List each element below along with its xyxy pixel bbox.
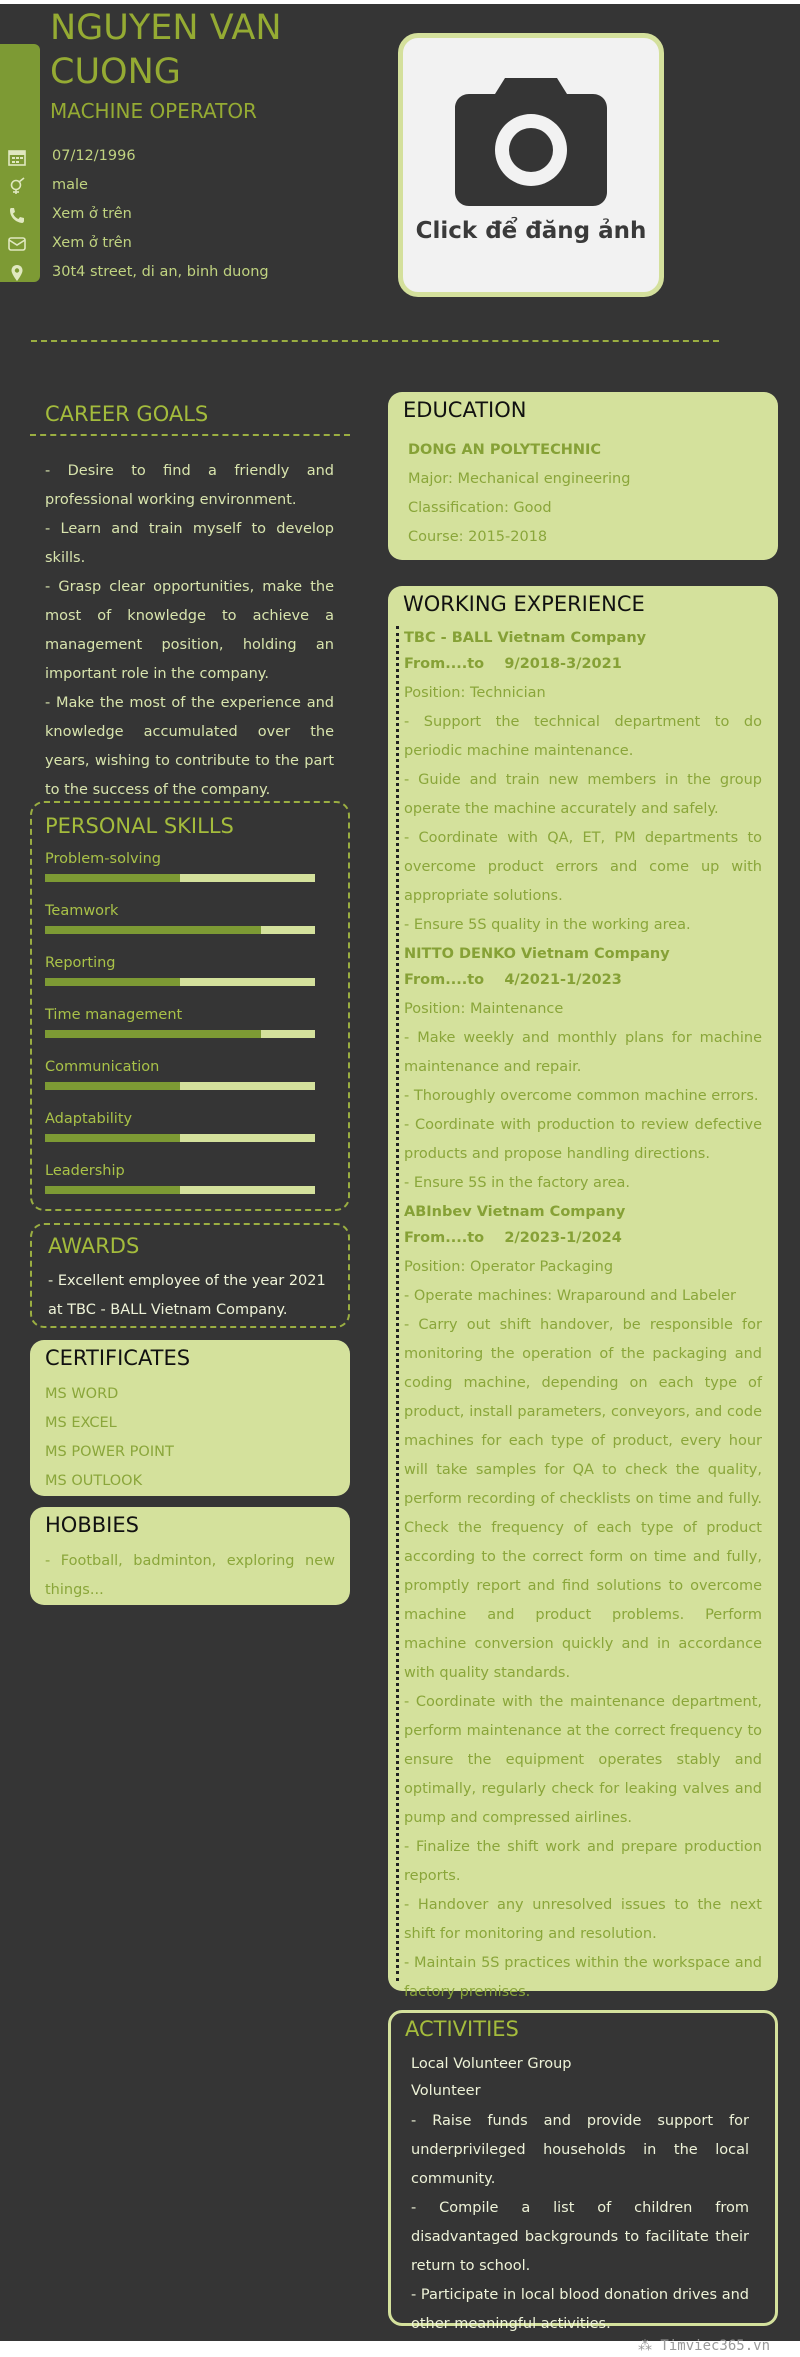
skill-bar	[45, 1030, 315, 1038]
header-divider	[31, 340, 719, 342]
career-goal-item: - Make the most of the experience and knowledge accumulated over the years, wishing to contribute to the part to the success of the company.	[45, 695, 334, 798]
job-position: Position: Technician	[404, 685, 546, 701]
skill-bar-fill	[45, 1186, 180, 1194]
job-duty: - Operate machines: Wraparound and Labeler	[404, 1288, 737, 1304]
skill-label: Reporting	[45, 955, 116, 971]
job-duty: - Ensure 5S in the factory area.	[404, 1175, 630, 1191]
info-email	[0, 232, 400, 256]
hobbies-text: - Football, badminton, exploring new things...	[45, 1553, 335, 1598]
skill-bar-fill	[45, 1030, 261, 1038]
skill-label: Leadership	[45, 1163, 125, 1179]
skill-label: Time management	[45, 1007, 183, 1023]
certificates-card	[30, 1340, 350, 1496]
brand-mark-icon: ⁂	[637, 2338, 661, 2354]
hobbies-card	[30, 1507, 350, 1605]
job-duty: - Coordinate with the maintenance department, perform maintenance at the correct frequency to ensure the equipment operates stably and optimally, regularly check for leaking valves and pump and compressed airlines.	[404, 1694, 762, 1826]
photo-upload[interactable]	[398, 33, 664, 297]
phone-text: Xem ở trên	[52, 206, 132, 222]
skill-bar	[45, 978, 315, 986]
skill-bar-fill	[45, 926, 261, 934]
education-card	[388, 392, 778, 560]
certificate-item: MS OUTLOOK	[45, 1473, 143, 1489]
job-company: NITTO DENKO Vietnam Company	[404, 946, 670, 962]
skill-bar	[45, 1134, 315, 1142]
job-duty: - Make weekly and monthly plans for machine maintenance and repair.	[404, 1030, 762, 1075]
job-position: Position: Maintenance	[404, 1001, 564, 1017]
cv-page	[0, 4, 800, 2341]
activities-list	[411, 2107, 749, 2339]
activity-item: - Participate in local blood donation drives and other meaningful activities.	[411, 2287, 749, 2332]
job-duty: - Support the technical department to do periodic machine maintenance.	[404, 714, 762, 759]
experience-title: WORKING EXPERIENCE	[403, 592, 645, 616]
activities-org: Local Volunteer Group	[411, 2056, 572, 2072]
activities-section	[388, 2010, 778, 2332]
education-school: DONG AN POLYTECHNIC	[408, 442, 602, 458]
certificate-item: MS WORD	[45, 1386, 119, 1402]
activities-title: ACTIVITIES	[405, 2017, 519, 2041]
gender-text: male	[52, 177, 88, 193]
education-major: Major: Mechanical engineering	[408, 471, 631, 487]
camera-icon	[455, 74, 607, 206]
awards-title: AWARDS	[48, 1234, 140, 1258]
address-text: 30t4 street, di an, binh duong	[52, 264, 269, 280]
skill-bar-fill	[45, 874, 180, 882]
job-duty: - Carry out shift handover, be responsible for monitoring the operation of the packaging and coding machine, depending on each type of product, install parameters, conveyors, and code machines for each type of product, every hour will take samples for QA to check the quality, perform recording of checklists on time and fully. Check the frequency of each type of product according to the correct form on time and fully, promptly report and find solutions to overcome machine and product problems. Perform machine conversion quickly and in accordance with quality standards.	[404, 1317, 762, 1681]
job-duty: - Handover any unresolved issues to the next shift for monitoring and resolution.	[404, 1897, 762, 1942]
job-position: Position: Operator Packaging	[404, 1259, 614, 1275]
skill-bar	[45, 1186, 315, 1194]
job-duty: - Maintain 5S practices within the workspace and factory premises.	[404, 1955, 762, 2000]
job-duty: - Guide and train new members in the group operate the machine accurately and safely.	[404, 772, 762, 817]
skill-label: Teamwork	[45, 903, 119, 919]
brand-text: Timviec365.vn	[660, 2338, 770, 2354]
career-goals-title: CAREER GOALS	[45, 402, 209, 426]
experience-card	[388, 586, 778, 2000]
job-duty: - Coordinate with production to review defective products and propose handling directions.	[404, 1117, 762, 1162]
gender-icon	[7, 177, 27, 195]
job-duty: - Thoroughly overcome common machine errors.	[404, 1088, 759, 1104]
skill-bar-fill	[45, 1082, 180, 1090]
photo-upload-label: Click để đăng ảnh	[415, 218, 647, 244]
certificate-item: MS POWER POINT	[45, 1444, 174, 1460]
skills-title: PERSONAL SKILLS	[45, 814, 234, 838]
skill-label: Problem-solving	[45, 851, 161, 867]
activity-item: - Raise funds and provide support for underprivileged households in the local community.	[411, 2113, 749, 2187]
job-title: MACHINE OPERATOR	[50, 99, 257, 123]
calendar-icon	[7, 148, 27, 166]
education-title: EDUCATION	[403, 398, 527, 422]
skill-bar	[45, 1082, 315, 1090]
career-goals-underline	[30, 434, 350, 436]
info-birthdate	[0, 145, 400, 169]
info-phone	[0, 203, 400, 227]
awards-text: - Excellent employee of the year 2021 at TBC - BALL Vietnam Company.	[48, 1273, 326, 1318]
job-period: From....to 4/2021-1/2023	[404, 972, 622, 988]
email-text: Xem ở trên	[52, 235, 132, 251]
certificate-item: MS EXCEL	[45, 1415, 117, 1431]
email-icon	[7, 235, 27, 253]
education-course: Course: 2015-2018	[408, 529, 548, 545]
skill-label: Adaptability	[45, 1111, 133, 1127]
skill-bar-fill	[45, 1134, 180, 1142]
info-address	[0, 261, 400, 285]
career-goals-text	[45, 457, 334, 805]
skill-bar-fill	[45, 978, 180, 986]
job-duty: - Coordinate with QA, ET, PM departments to overcome product errors and come up with appropriate solutions.	[404, 830, 762, 904]
job-duty: - Ensure 5S quality in the working area.	[404, 917, 691, 933]
career-goal-item: - Grasp clear opportunities, make the most of knowledge to achieve a management position, holding an important role in the company.	[45, 579, 334, 682]
skill-bar	[45, 926, 315, 934]
career-goal-item: - Desire to find a friendly and professional working environment.	[45, 463, 334, 508]
footer-brand[interactable]	[638, 2338, 770, 2354]
candidate-name: NGUYEN VAN CUONG	[50, 8, 282, 92]
certificates-title: CERTIFICATES	[45, 1346, 191, 1370]
job-company: ABInbev Vietnam Company	[404, 1204, 626, 1220]
info-gender	[0, 174, 400, 198]
activities-role: Volunteer	[411, 2083, 481, 2099]
career-goal-item: - Learn and train myself to develop skills.	[45, 521, 334, 566]
job-period: From....to 9/2018-3/2021	[404, 656, 622, 672]
job-period: From....to 2/2023-1/2024	[404, 1230, 622, 1246]
birthdate-text: 07/12/1996	[52, 148, 136, 164]
experience-body	[404, 624, 762, 2007]
hobbies-title: HOBBIES	[45, 1513, 139, 1537]
job-duty: - Finalize the shift work and prepare production reports.	[404, 1839, 762, 1884]
education-classification: Classification: Good	[408, 500, 552, 516]
experience-timeline-line	[396, 626, 399, 1981]
skill-bar	[45, 874, 315, 882]
activity-item: - Compile a list of children from disadvantaged backgrounds to facilitate their return to school.	[411, 2200, 749, 2274]
location-icon	[7, 264, 27, 282]
job-company: TBC - BALL Vietnam Company	[404, 630, 647, 646]
skill-label: Communication	[45, 1059, 160, 1075]
phone-icon	[7, 206, 27, 224]
